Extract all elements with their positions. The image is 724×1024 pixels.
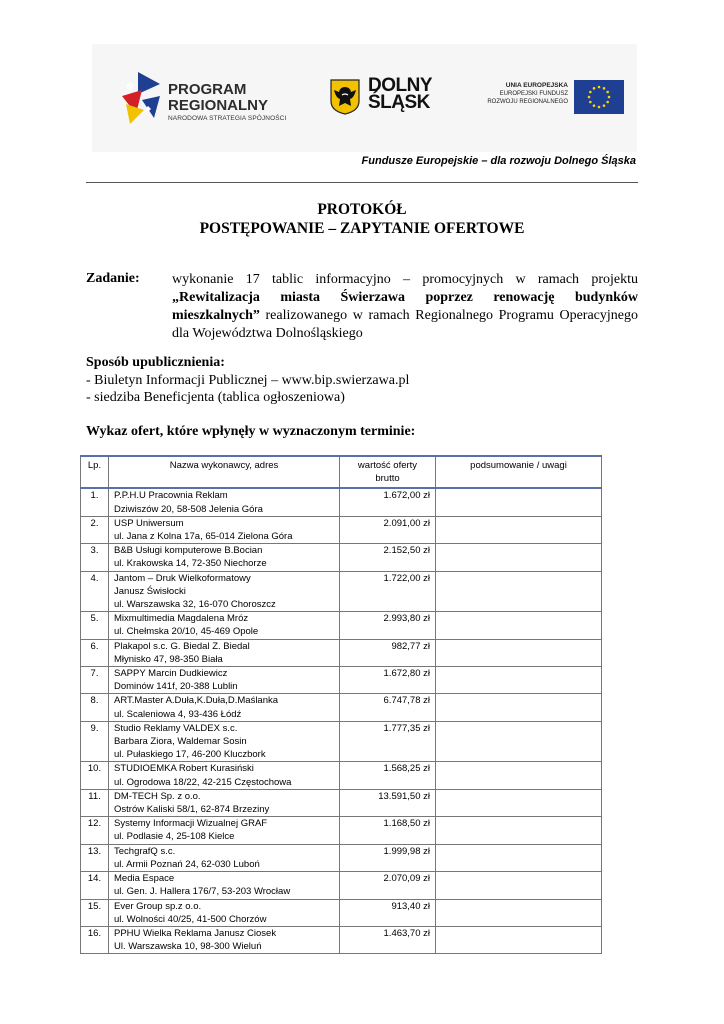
offers-table bbox=[80, 455, 602, 954]
row-number: 1. bbox=[81, 488, 109, 516]
offer-notes bbox=[436, 667, 602, 694]
offer-value: 1.463,70 zł bbox=[340, 926, 436, 953]
contractor-name: Media Espace bbox=[114, 873, 175, 885]
eu-logo-text: UNIA EUROPEJSKA EUROPEJSKI FUNDUSZ ROZWOJU REGIONALNEGO bbox=[487, 82, 568, 105]
row-number: 13. bbox=[81, 844, 109, 871]
contractor-cell bbox=[109, 872, 340, 899]
project-name: „Rewitalizacja miasta Świerzawa poprzez renowację budynków mieszkalnych” bbox=[172, 290, 638, 323]
eu-star bbox=[598, 106, 601, 109]
offer-notes bbox=[436, 817, 602, 844]
offer-value: 982,77 zł bbox=[340, 639, 436, 666]
table-row bbox=[81, 639, 602, 666]
eu-flag-icon bbox=[574, 80, 624, 114]
contractor-cell bbox=[109, 639, 340, 666]
contractor-name: ART.Master A.Duła,K.Duła,D.Maślanka bbox=[114, 695, 279, 707]
table-row bbox=[81, 721, 602, 762]
row-number: 12. bbox=[81, 817, 109, 844]
contractor-address-line: Ul. Warszawska 10, 98-300 Wieluń bbox=[114, 941, 262, 953]
table-row bbox=[81, 872, 602, 899]
offers-heading: Wykaz ofert, które wpłynęły w wyznaczonym terminie: bbox=[86, 424, 416, 439]
table-row bbox=[81, 612, 602, 639]
contractor-name: Ever Group sp.z o.o. bbox=[114, 900, 202, 912]
row-number: 7. bbox=[81, 667, 109, 694]
contractor-name: PPHU Wielka Reklama Janusz Ciosek bbox=[114, 927, 277, 939]
publication-line: - siedziba Beneficjenta (tablica ogłoszeniowa) bbox=[86, 390, 345, 405]
eu-star bbox=[603, 87, 606, 90]
document-subtitle: POSTĘPOWANIE – ZAPYTANIE OFERTOWE bbox=[199, 220, 525, 237]
column-header-notes: podsumowanie / uwagi bbox=[436, 456, 602, 488]
contractor-address-line: ul. Armii Poznań 24, 62-030 Luboń bbox=[114, 858, 260, 870]
eu-star bbox=[588, 96, 591, 99]
contractor-name: B&B Usługi komputerowe B.Bocian bbox=[114, 545, 263, 557]
task-label: Zadanie: bbox=[86, 271, 140, 286]
offer-notes bbox=[436, 926, 602, 953]
program-regionalny-logo-subtitle: NARODOWA STRATEGIA SPÓJNOŚCI bbox=[168, 115, 287, 122]
offer-notes bbox=[436, 639, 602, 666]
offer-value: 1.722,00 zł bbox=[340, 571, 436, 612]
dolny-slask-logo-text: DOLNY ŚLĄSK bbox=[368, 75, 432, 113]
contractor-cell bbox=[109, 488, 340, 516]
contractor-address-line: Janusz Świsłocki bbox=[114, 585, 186, 597]
column-header-lp: Lp. bbox=[81, 456, 109, 488]
eu-star bbox=[589, 91, 592, 94]
offer-value: 913,40 zł bbox=[340, 899, 436, 926]
eu-star bbox=[593, 104, 596, 107]
row-number: 6. bbox=[81, 639, 109, 666]
table-row bbox=[81, 516, 602, 543]
offer-value: 2.152,50 zł bbox=[340, 544, 436, 571]
table-row bbox=[81, 571, 602, 612]
contractor-name: DM-TECH Sp. z o.o. bbox=[114, 790, 201, 802]
header-divider bbox=[86, 182, 638, 183]
offer-value: 1.777,35 zł bbox=[340, 721, 436, 762]
offer-value: 2.091,00 zł bbox=[340, 516, 436, 543]
row-number: 9. bbox=[81, 721, 109, 762]
eu-star bbox=[593, 87, 596, 90]
contractor-address-line: ul. Gen. J. Hallera 176/7, 53-203 Wrocław bbox=[114, 886, 291, 898]
contractor-cell bbox=[109, 789, 340, 816]
row-number: 2. bbox=[81, 516, 109, 543]
contractor-name: P.P.H.U Pracownia Reklam bbox=[114, 490, 228, 502]
contractor-address-line: ul. Ogrodowa 18/22, 42-215 Częstochowa bbox=[114, 776, 292, 788]
offer-value: 1.672,80 zł bbox=[340, 667, 436, 694]
row-number: 10. bbox=[81, 762, 109, 789]
contractor-cell bbox=[109, 926, 340, 953]
offer-notes bbox=[436, 571, 602, 612]
table-row bbox=[81, 488, 602, 516]
contractor-address-line: Ostrów Kaliski 58/1, 62-874 Brzeziny bbox=[114, 804, 270, 816]
contractor-cell bbox=[109, 721, 340, 762]
program-regionalny-logo-text: PROGRAM REGIONALNY bbox=[168, 81, 269, 114]
offer-value: 2.070,09 zł bbox=[340, 872, 436, 899]
offer-value: 6.747,78 zł bbox=[340, 694, 436, 721]
contractor-name: SAPPY Marcin Dudkiewicz bbox=[114, 668, 228, 680]
row-number: 4. bbox=[81, 571, 109, 612]
contractor-name: Jantom – Druk Wielkoformatowy bbox=[114, 572, 251, 584]
column-header-value: wartość oferty brutto bbox=[340, 456, 436, 488]
contractor-address-line: ul. Krakowska 14, 72-350 Niechorze bbox=[114, 558, 267, 570]
row-number: 15. bbox=[81, 899, 109, 926]
offer-notes bbox=[436, 872, 602, 899]
tagline: Fundusze Europejskie – dla rozwoju Dolnego Śląska bbox=[361, 155, 636, 167]
contractor-name: Systemy Informacji Wizualnej GRAF bbox=[114, 818, 268, 830]
row-number: 5. bbox=[81, 612, 109, 639]
eu-star bbox=[608, 96, 611, 99]
contractor-address-line: ul. Jana z Kolna 17a, 65-014 Zielona Góra bbox=[114, 531, 293, 543]
program-regionalny-logo-icon bbox=[120, 70, 162, 126]
contractor-name: Plakapol s.c. G. Biedal Z. Biedal bbox=[114, 640, 250, 652]
column-header-name: Nazwa wykonawcy, adres bbox=[109, 456, 340, 488]
row-number: 3. bbox=[81, 544, 109, 571]
table-row bbox=[81, 544, 602, 571]
contractor-name: Mixmultimedia Magdalena Mróz bbox=[114, 613, 249, 625]
offer-value: 1.168,50 zł bbox=[340, 817, 436, 844]
contractor-address-line: Młynisko 47, 98-350 Biała bbox=[114, 653, 223, 665]
offer-notes bbox=[436, 721, 602, 762]
contractor-address-line: ul. Wolności 40/25, 41-500 Chorzów bbox=[114, 913, 267, 925]
contractor-address-line: Barbara Ziora, Waldemar Sosin bbox=[114, 736, 247, 748]
eu-star bbox=[606, 91, 609, 94]
table-header-row bbox=[81, 456, 602, 488]
table-row bbox=[81, 844, 602, 871]
table-row bbox=[81, 789, 602, 816]
publication-line: - Biuletyn Informacji Publicznej – www.bip.swierzawa.pl bbox=[86, 373, 410, 388]
row-number: 16. bbox=[81, 926, 109, 953]
offer-notes bbox=[436, 694, 602, 721]
offer-value: 1.568,25 zł bbox=[340, 762, 436, 789]
row-number: 8. bbox=[81, 694, 109, 721]
contractor-cell bbox=[109, 667, 340, 694]
contractor-cell bbox=[109, 817, 340, 844]
contractor-address-line: ul. Warszawska 32, 16-070 Choroszcz bbox=[114, 599, 276, 611]
eu-star bbox=[598, 86, 601, 89]
contractor-address-line: ul. Podlasie 4, 25-108 Kielce bbox=[114, 831, 235, 843]
row-number: 14. bbox=[81, 872, 109, 899]
contractor-cell bbox=[109, 612, 340, 639]
offer-value: 1.672,00 zł bbox=[340, 488, 436, 516]
contractor-cell bbox=[109, 844, 340, 871]
offers-table-body bbox=[81, 488, 602, 953]
logo-banner bbox=[92, 44, 637, 152]
contractor-cell bbox=[109, 694, 340, 721]
offer-notes bbox=[436, 612, 602, 639]
contractor-name: Studio Reklamy VALDEX s.c. bbox=[114, 722, 238, 734]
table-row bbox=[81, 694, 602, 721]
publication-heading: Sposób upublicznienia: bbox=[86, 355, 225, 370]
contractor-address-line: Dziwiszów 20, 58-508 Jelenia Góra bbox=[114, 503, 263, 515]
table-row bbox=[81, 899, 602, 926]
contractor-cell bbox=[109, 899, 340, 926]
contractor-cell bbox=[109, 571, 340, 612]
row-number: 11. bbox=[81, 789, 109, 816]
offer-value: 13.591,50 zł bbox=[340, 789, 436, 816]
contractor-name: TechgrafQ s.c. bbox=[114, 845, 176, 857]
contractor-address-line: ul. Scaleniowa 4, 93-436 Łódź bbox=[114, 708, 242, 720]
offer-notes bbox=[436, 516, 602, 543]
offer-notes bbox=[436, 789, 602, 816]
offer-value: 2.993,80 zł bbox=[340, 612, 436, 639]
table-row bbox=[81, 667, 602, 694]
offer-notes bbox=[436, 844, 602, 871]
offer-notes bbox=[436, 544, 602, 571]
offer-value: 1.999,98 zł bbox=[340, 844, 436, 871]
contractor-name: USP Uniwersum bbox=[114, 517, 184, 529]
table-row bbox=[81, 817, 602, 844]
offer-notes bbox=[436, 762, 602, 789]
table-row bbox=[81, 762, 602, 789]
contractor-address-line: ul. Chełmska 20/10, 45-469 Opole bbox=[114, 626, 259, 638]
contractor-address-line: ul. Pułaskiego 17, 46-200 Kluczbork bbox=[114, 749, 266, 761]
contractor-address-line: Dominów 141f, 20-388 Lublin bbox=[114, 681, 238, 693]
table-row bbox=[81, 926, 602, 953]
task-description: wykonanie 17 tablic informacyjno – promocyjnych w ramach projektu „Rewitalizacja miasta Świerzawa poprzez renowację budynków mieszkalnych” realizowanego w ramach Regionalnego Programu Operacyjnego dla Województwa Dolnośląskiego bbox=[172, 272, 638, 341]
contractor-name: STUDIOEMKA Robert Kurasiński bbox=[114, 763, 254, 775]
offer-notes bbox=[436, 899, 602, 926]
contractor-cell bbox=[109, 544, 340, 571]
document-title: PROTOKÓŁ bbox=[317, 201, 407, 218]
eu-star bbox=[589, 101, 592, 104]
eu-star bbox=[603, 104, 606, 107]
dolny-slask-eagle-icon bbox=[330, 79, 360, 115]
eu-star bbox=[606, 101, 609, 104]
contractor-cell bbox=[109, 762, 340, 789]
offer-notes bbox=[436, 488, 602, 516]
contractor-cell bbox=[109, 516, 340, 543]
